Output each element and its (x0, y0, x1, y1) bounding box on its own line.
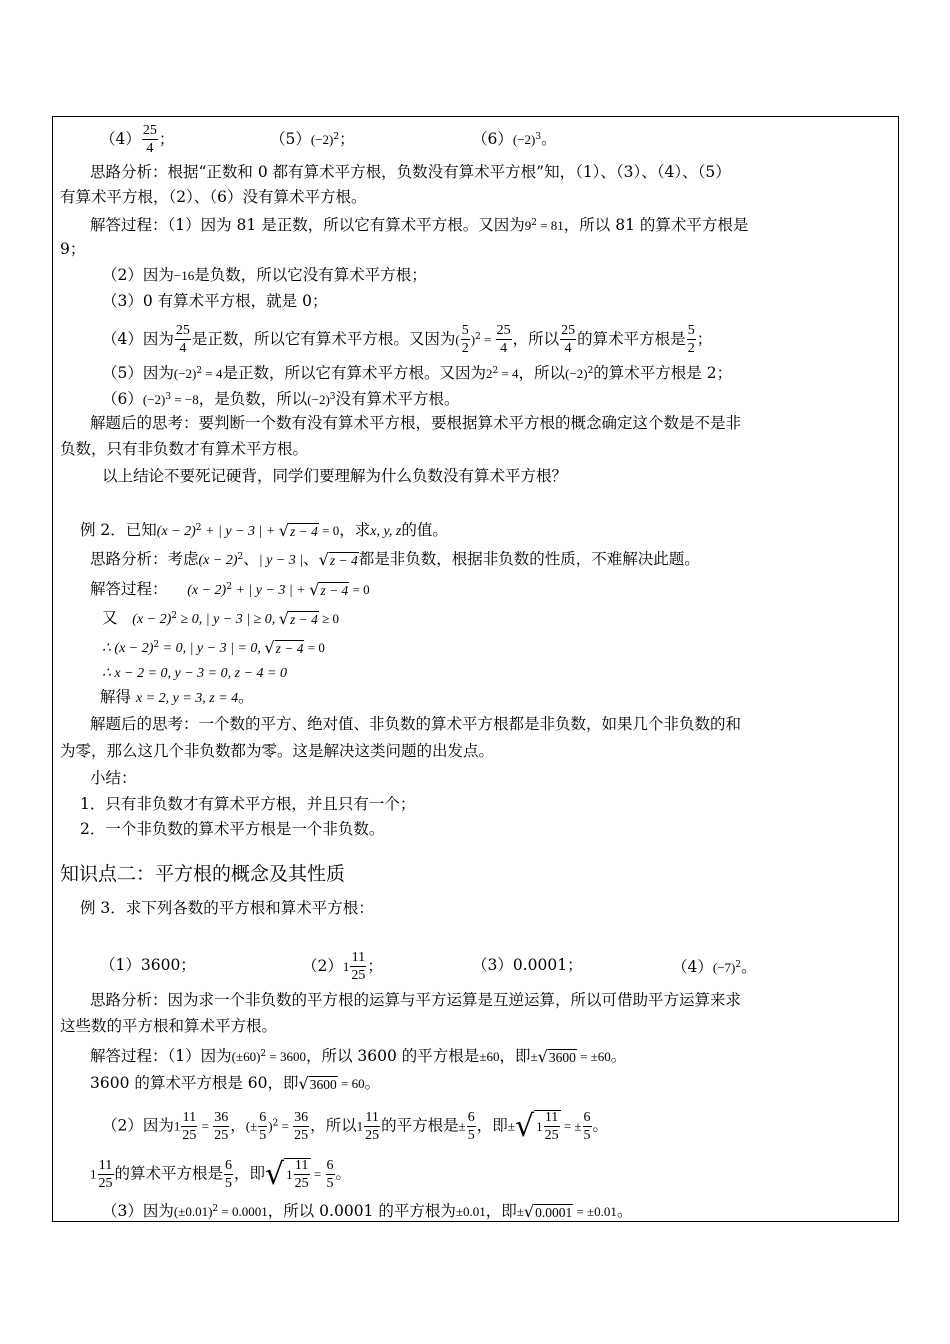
section-title: 知识点二：平方根的概念及其性质 (60, 863, 346, 885)
ex1-solution-1-cont: 9； (60, 240, 86, 258)
ex2-solution-2: 又 $(x - 2)^2 \ge 0$, | y − 3 | ≥ 0, √z − 4 ≥ 0 (102, 608, 339, 628)
summary-item-2: 2．一个非负数的算术平方根是一个非负数。 (80, 820, 385, 838)
ex3-analysis: 思路分析：因为求一个非负数的平方根的运算与平方运算是互逆运算，所以可借助平方运算来求 (90, 991, 742, 1009)
ex2-reflection-cont: 为零，那么这几个非负数都为零。这是解决这类问题的出发点。 (60, 742, 495, 760)
ex1-solution-4: （4）因为 $\frac{25}{4}$ 是正数，所以它有算术平方根。又因为( $\frac{5}{2}$ )$^2$ = $\frac{25}{4}$ ，所以 $\frac{25}{4}$ 的算术平方根是 $\frac{5}{2}$ ； (102, 323, 713, 356)
ex3-solution-2-arith: 1 $\frac{11}{25}$ 的算术平方根是 $\frac{6}{5}$ ，即 √ 1 $\frac{11}{25}$ = $\frac{6}{5}$ 。 (90, 1156, 352, 1192)
ex3-solution-1-arith: 3600 的算术平方根是 60，即√3600 = 60。 (90, 1073, 381, 1093)
ex1-item-4: （4） $\frac{25}{4}$ ； (100, 123, 175, 156)
ex1-item-5: $(5)(-2)^2$； (270, 130, 355, 148)
ex3-item-2: （2）1 $\frac{11}{25}$ ； (302, 950, 383, 983)
ex2-reflection: 解题后的思考：一个数的平方、绝对值、非负数的算术平方根都是非负数，如果几个非负数的和 (90, 715, 742, 733)
ex2-solution-1: 解答过程： $(x - 2)^2$ + | y − 3 | + √z − 4 = 0 (90, 579, 370, 599)
ex2-solution-3: ∴ $(x - 2)^2 = 0$, | y − 3 | = 0, √z − 4 = 0 (102, 637, 325, 657)
ex3-solution-2: （2）因为1 $\frac{11}{25}$ = $\frac{36}{25}$ ，(± $\frac{6}{5}$ )$^2$ = $\frac{36}{25}$ ，所以1 $\frac{11}{25}$ 的平方根是± $\frac{6}{5}$ ，即± √ 1 $\frac{11}{25}$ = ± $\frac{6}{5}$ 。 (102, 1108, 609, 1144)
ex3-question: 例 3．求下列各数的平方根和算术平方根： (80, 899, 374, 917)
ex1-reflection-cont: 负数，只有非负数才有算术平方根。 (60, 440, 309, 458)
summary-label: 小结： (90, 769, 137, 787)
ex1-solution-3: （3）0 有算术平方根，就是 0； (102, 292, 328, 310)
ex1-solution-5: （5）因为$(-2)^2 = 4$是正数，所以它有算术平方根。又因为$2^2 = 4$，所以$(-2)^2$的算术平方根是 2； (102, 364, 733, 382)
ex2-question: 例 2．已知$(x - 2)^2$ + | y − 3 | + √z − 4 = 0，求x, y, z的值。 (80, 520, 448, 540)
ex3-solution-3: （3）因为$(\pm 0.01)^2 = 0.0001$，所以 0.0001 的平方根为±0.01，即±√0.0001 = ±0.01。 (102, 1201, 633, 1221)
ex3-solution-1: 解答过程：（1）因为$(\pm 60)^2 = 3600$，所以 3600 的平方根是±60，即±√3600 = ±60。 (90, 1046, 627, 1066)
sqrt-mixed-number: √ 1 $\frac{11}{25}$ (265, 1156, 309, 1192)
ex1-remark: 以上结论不要死记硬背，同学们要理解为什么负数没有算术平方根？ (102, 467, 568, 485)
ex3-analysis-cont: 这些数的平方根和算术平方根。 (60, 1017, 278, 1035)
ex3-item-4: $(4)(-7)^2$。 (672, 958, 757, 976)
ex2-solution-4: ∴ x − 2 = 0, y − 3 = 0, z − 4 = 0 (102, 666, 287, 681)
ex1-solution-2: （2）因为−16是负数，所以它没有算术平方根； (102, 266, 427, 284)
ex1-analysis-cont: 有算术平方根，（2）、（6）没有算术平方根。 (60, 188, 367, 206)
sqrt-mixed-number: √ 1 $\frac{11}{25}$ (514, 1108, 559, 1144)
ex1-solution-1: 解答过程：（1）因为 81 是正数，所以它有算术平方根。又因为$9^2 = 81$，所以 81 的算术平方根是 (90, 216, 749, 234)
ex3-item-3: （3）0.0001； (472, 956, 583, 974)
summary-item-1: 1．只有非负数才有算术平方根，并且只有一个； (80, 795, 416, 813)
ex1-analysis: 思路分析：根据“正数和 0 都有算术平方根，负数没有算术平方根”知，（1）、（3）、（4）、（5） (90, 163, 731, 181)
ex1-solution-6: $(6)(-2)^3 = -8$，是负数，所以$(-2)^3$没有算术平方根。 (102, 390, 460, 408)
ex2-analysis: 思路分析：考虑$(x - 2)^2$、| y − 3 |、√z − 4都是非负数，根据非负数的性质，不难解决此题。 (90, 549, 700, 569)
ex1-reflection: 解题后的思考：要判断一个数有没有算术平方根，要根据算术平方根的概念确定这个数是不是非 (90, 414, 742, 432)
ex3-item-1: （1）3600； (100, 956, 196, 974)
ex2-result: 解得 x = 2, y = 3, z = 4。 (100, 688, 254, 706)
fraction: $\frac{25}{4}$ (142, 123, 157, 156)
ex1-item-6: $(6)(-2)^3$。 (472, 130, 557, 148)
